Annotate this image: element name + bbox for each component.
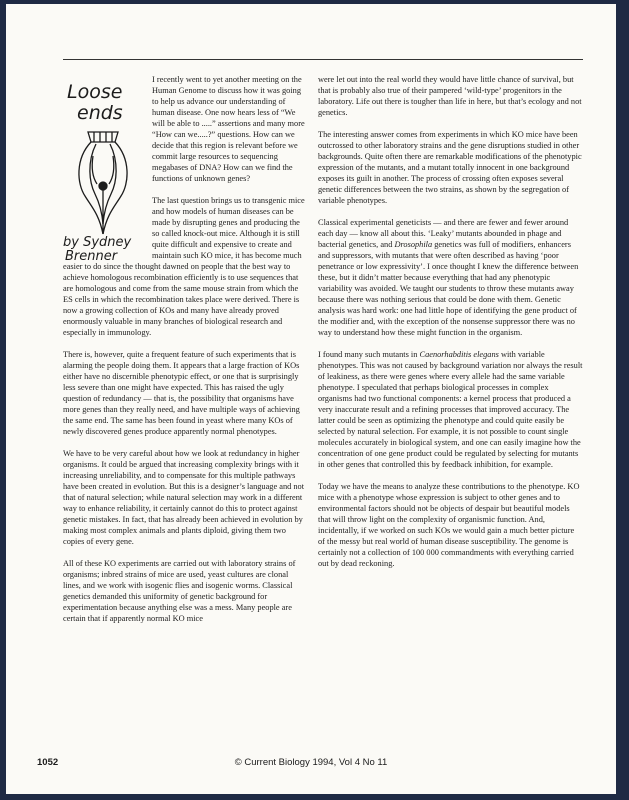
c-elegans-italic: Caenorhabditis elegans — [419, 350, 499, 359]
left-column — [63, 74, 305, 635]
journal-page — [6, 4, 616, 794]
journal-citation: © Current Biology 1994, Vol 4 No 11 — [234, 757, 388, 768]
right-paragraph-3 — [318, 217, 583, 338]
left-paragraph-5: All of these KO experiments are carried out with laboratory strains of organisms; inbred strains of mice are used, yeast cultures are clonal lines, and we work with isogenic flies and isogenic worms. Classical genetics demanded this uniformity of genetic background for experimentation because anything else was a mess. Many people are certain that if apparently normal KO mice — [63, 559, 296, 623]
drosophila-italic: Drosophila — [394, 240, 433, 249]
logo-title-line2: ends — [77, 102, 123, 124]
right-paragraph-4 — [318, 349, 583, 470]
logo-title-line1: Loose — [67, 81, 123, 103]
right-p3-text-a: Classical experimental geneticists — and there are fewer and fewer around each day — know all about this. ‘Leaky’ mutants abounded in phage and bacterial genetics, and — [318, 218, 569, 249]
right-p4-text-a: I found many such mutants in — [318, 350, 420, 359]
byline-line2: Brenner — [65, 249, 118, 264]
right-p4-text-b: with variable phenotypes. This was not caused by background variation nor always the result of leakiness, as there were genes where every allele had the same variable phenotype. I speculated that perhaps biological processes in complex organisms had two functional components: a kernel process that produced a very inaccurate result and a refining processes that improved accuracy. The latter could be seen as optimizing the phenotype and could quite easily be selected by natural selection. For example, it is not possible to count single molecules accurately in biological system, and one can easily imagine how the concentration of one gene product could be regulated by selecting for mutants in other genes that controlled this by feedback inhibition, for example. — [318, 350, 583, 469]
header-rule — [63, 59, 583, 60]
loose-ends-logo — [63, 74, 145, 264]
left-paragraph-4: We have to be very careful about how we look at redundancy in higher organisms. It could be argued that increasing complexity brings with it increasing unreliability, and to compensate for this multiple pathways have been created in evolution. But this is a designer’s language and not that of natural selection; while natural selection may work in a different way to enhance reliability, it certainly cannot do this to protect against genetic mistakes. In fact, that has already been achieved in evolution by making most complex animals and plants diploid, giving them two copies of every gene. — [63, 449, 305, 546]
right-paragraph-1: were let out into the real world they would have little chance of survival, but that is probably also true of their pampered ‘wild-type’ progenitors in the laboratory. Life out there is tougher than life in here, but that’s ecology and not genetics. — [318, 75, 582, 117]
left-paragraph-1: I recently went to yet another meeting on the Human Genome to discuss how it was going to help us advance our understanding of human disease. One now hears less of “We will be able to .....” assertions and many more “How can we.....?” questions. How can we decide that this region is relevant before we commit large resources to sequencing megabases of DNA? How can we find the functions of unknown genes? — [152, 75, 305, 183]
left-paragraph-2: The last question brings us to transgenic mice and how models of human diseases can be made by disrupting genes and producing the so called knock-out mice. Although it is still quite difficult and expensive to create and maintain such KO mice, it has become much easier to do since the thought dawned on people that the best way to achieve homologous recombination efficiently is to use sequences that are homologous and come from the same mouse strain from which the ES cells in which the recombination takes place were derived. There is now a growing collection of KOs and many have already proved enormously valuable in many branches of biological research and especially in immunology. — [63, 196, 305, 337]
pen-nib-icon — [79, 132, 127, 234]
right-paragraph-2: The interesting answer comes from experiments in which KO mice have been outcrossed to other laboratory strains and the gene disruptions studied in other backgrounds. Quite often there are remarkable modifications of the phenotypic expression of the mutants, and a mutant totally innocent in one background exposes its guilt in another. The process of crossing often exposes several genetic differences between the two strains, as shown by the segregation of variable phenotypes. — [318, 130, 582, 205]
right-p3-text-b: genetics was full of modifiers, enhancers and suppressors, with mutants that were often described as having ‘poor penetrance or low expressivity’. I once thought I knew the difference between these, but it didn’t matter because everything that had any phenotypic variability was avoided. We taught our students to throw these mutants away because there was nothing serious that could be done with them. Genetic analysis was hard work: one had little hope of identifying the gene product of the modifier and, with the exception of the nonsense suppressor there was no way to understand how these might function in the organism. — [318, 240, 579, 337]
right-paragraph-5: Today we have the means to analyze these contributions to the phenotype. KO mice with a phenotype whose expression is subject to other genes and to environmental factors should not be objects of despair but beautiful models that will throw light on the complexity of organismic function. And, incidentally, if we worked on such KOs we would gain a much better picture of the messy but real world of human disease susceptibility. The genome is certainly not a collection of 100 000 commandments with everything carried out by dead reckoning. — [318, 482, 580, 568]
page-number: 1052 — [37, 757, 59, 768]
right-column — [318, 74, 583, 580]
pen-nib-illustration — [63, 74, 145, 252]
byline-line1: by Sydney — [63, 235, 132, 250]
left-paragraph-3: There is, however, quite a frequent feature of such experiments that is alarming the people doing them. It appears that a large fraction of KOs either have no discernible phenotypic effect, or one that is surprisingly less severe than one might have expected. This has raised the ugly question of redundancy — that is, the possibility that organisms have more genes than they really need, and have multiple ways of achieving the same end. The same has been found in yeast where many KOs of newly discovered genes produce apparently normal phenotypes. — [63, 350, 300, 436]
